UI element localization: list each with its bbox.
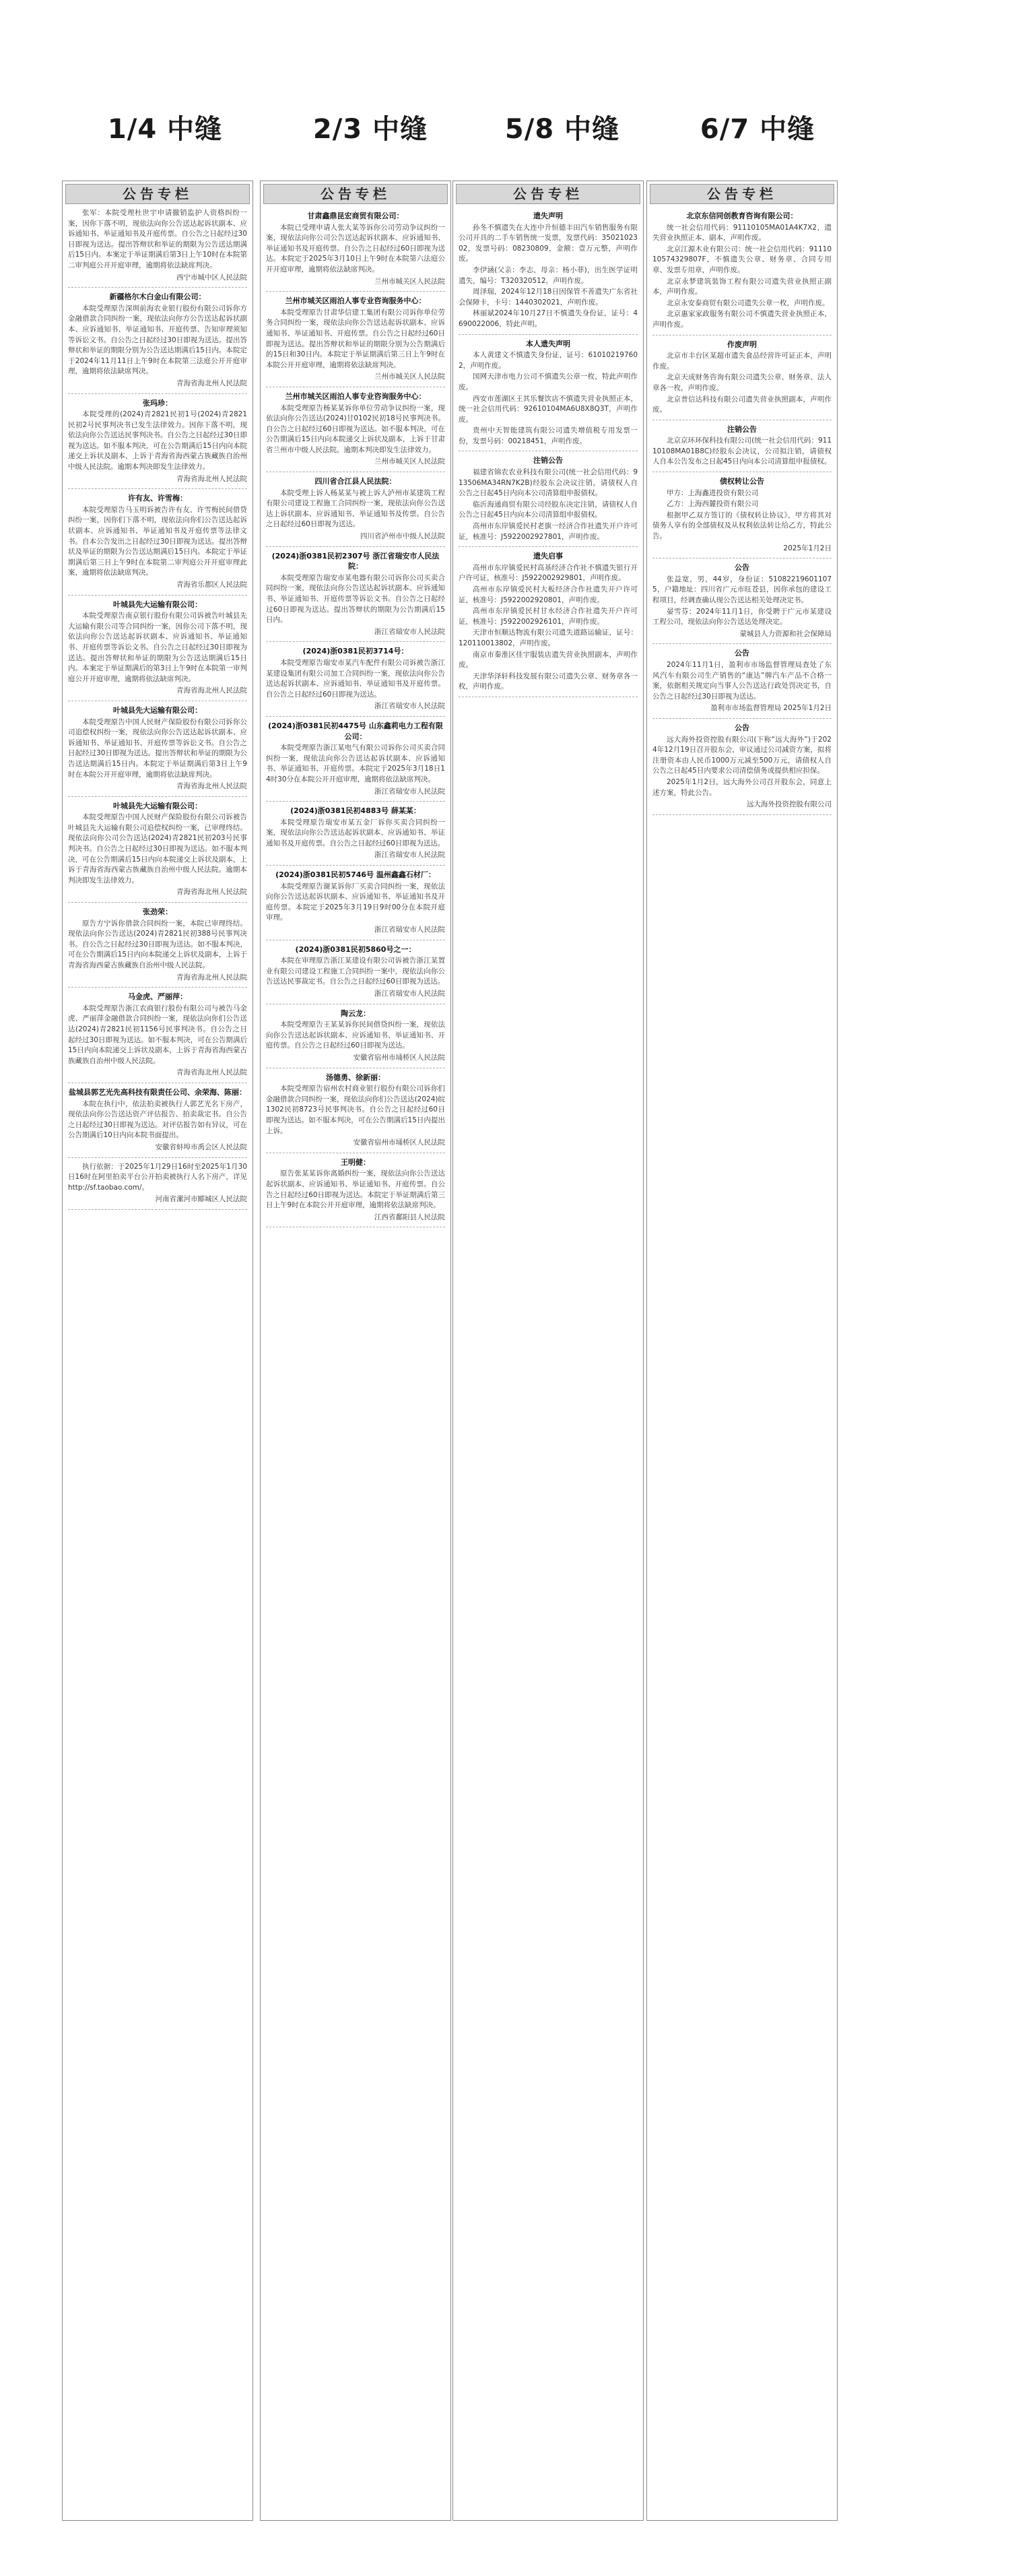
notice-paragraph: 北京市丰台区某超市遗失食品经营许可证正本，声明作废。	[652, 352, 832, 371]
notice-column-1	[62, 181, 253, 2521]
notice-signature: 江西省鄱阳县人民法院	[374, 1213, 445, 1221]
notice	[68, 208, 247, 283]
notice-paragraph: 本院受理的(2024)青2821民初1号(2024)青2821民初2号民事判决书已发生法律效力。因你下落不明，现依法向你公告送达民事判决书。自公告之日起经过30日即视为送达。如不服本判决，可在公告期满后15日内向本院递交上诉状及副本，上诉于青海省海西蒙古族藏族自治州中级人民法院。逾期本判决即发生法律效力。	[68, 410, 247, 472]
notice	[68, 398, 247, 485]
notice-paragraph: 南京市秦淮区佳宇服装店遗失营业执照副本，声明作废。	[459, 650, 638, 670]
notice-signature: 蒙城县人力资源和社会保障局	[739, 629, 832, 638]
notice-divider	[68, 488, 247, 489]
notice-paragraph: 本院受理原告瑞安市某汽车配件有限公司诉被告浙江某建设集团有限公司加工合同纠纷一案，现依法向你公告送达起诉状副本、应诉通知书、举证通知书及开庭传票。自公告之日起经过60日即视为送达。	[266, 658, 445, 699]
notice-paragraph: 高州市东岸镇爱民村高基经济合作社不慎遗失银行开户许可证，核准号：J5922002929801，声明作废。	[459, 563, 638, 583]
notice-signature: 浙江省瑞安市人民法院	[374, 787, 445, 796]
notice-signature: 青海省海北州人民法院	[176, 888, 247, 897]
notice	[266, 646, 445, 712]
notice-divider	[68, 987, 247, 988]
notice-title: 公告	[735, 563, 749, 573]
notice-divider	[68, 796, 247, 797]
notice-signature: 浙江省瑞安市人民法院	[374, 851, 445, 860]
notice-title: 注销公告	[533, 456, 563, 465]
notice-title: (2024)浙0381民初2307号 浙江省瑞安市人民法院：	[271, 551, 440, 571]
notice	[266, 551, 445, 638]
notice-paragraph: 2025年1月2日，远大海外公司召开股东会，同意上述方案，特此公告。	[652, 777, 832, 797]
notice	[266, 1072, 445, 1149]
notice-signature: 青海省乐都区人民法院	[176, 581, 247, 589]
notice-divider	[459, 334, 638, 335]
notice-signature: 浙江省瑞安市人民法院	[374, 627, 445, 636]
column-body	[647, 207, 837, 815]
notice-title: 注销公告	[727, 424, 757, 434]
notice-title: 张玛珍：	[143, 398, 172, 408]
notice-title: 兰州市城关区雨泊人事专业咨询服务中心：	[285, 391, 426, 401]
notice-paragraph: 甲方：上海鑫进投资有限公司	[667, 488, 759, 497]
notice-title: (2024)浙0381民初5746号 温州鑫鑫石材厂：	[275, 870, 436, 880]
notice	[266, 476, 445, 542]
notice-signature: 兰州市城关区人民法院	[374, 277, 445, 286]
notice-divider	[652, 643, 832, 644]
notice-signature: 浙江省瑞安市人民法院	[374, 702, 445, 711]
notice-signature: 安徽省宿州市埇桥区人民法院	[353, 1138, 445, 1147]
notice-divider	[459, 546, 638, 547]
notice-signature: 四川省泸州市中级人民法院	[360, 532, 445, 541]
notice-paragraph: 本院受理原告深圳前海农业银行股份有限公司诉你方金融借款合同纠纷一案，现依法向你方公告送达起诉状副本、应诉通知书、举证通知书、开庭传票、告知审理须知等诉讼文书。自公告之日起经过30日即视为送达。提出答辩状和举证的期限分别为公告送达期满后15日内。本院定于2024年11月11日上午9时在本院第三法庭公开开庭审理，逾期将依法缺席判决。	[68, 304, 247, 376]
notice-paragraph: 高州市东岸镇爱民村大板经济合作社遗失开户许可证，核准号：J5922002920801，声明作废。	[459, 585, 638, 604]
notice-signature: 青海省海北州人民法院	[176, 474, 247, 483]
notice	[652, 562, 832, 639]
notice-column-3	[452, 181, 644, 2521]
notice-paragraph: 林丽斌2024年10月27日不慎遗失身份证，证号：4690022006，特此声明。	[459, 309, 638, 328]
notice-paragraph: 张军：本院受理杜世宇申请撤销监护人资格纠纷一案，因你下落不明，现依法向你公告送达起诉状副本、应诉通知书、举证通知书及开庭传票。自公告之日起经过30日即视为送达。提出答辩状和举证的期限为公告送达期满后15日内。本案定于举证期满后第3日上午10时在本院第二审判庭公开开庭审理，逾期将依法缺席判决。	[68, 209, 247, 269]
notice	[266, 806, 445, 861]
notice-divider	[68, 1209, 247, 1210]
notice-signature: 兰州市城关区人民法院	[374, 373, 445, 381]
notice	[266, 1008, 445, 1064]
notice-paragraph: 2024年11月1日，盈利市市场监督管理局查处了东风汽车有限公司生产销售的“康达”牌汽车产品不合格一案，依据相关规定向当事人公告送达行政处罚决定书，自公告之日起经过30日即视为送达。	[652, 660, 832, 701]
notice	[652, 211, 832, 331]
notice-title: (2024)浙0381民初5860号之一：	[295, 944, 416, 954]
column-title-4: 6/7 中缝	[700, 114, 815, 145]
notice-divider	[266, 865, 445, 866]
notice-title: (2024)浙0381民初3714号：	[302, 647, 409, 656]
notice-divider	[266, 641, 445, 642]
column-header: 公告专栏	[65, 184, 250, 204]
notice-title: 陶云龙：	[341, 1008, 370, 1018]
notice-title: 公告	[735, 649, 749, 658]
notice	[68, 907, 247, 983]
notice-title: 马金虎、严丽萍：	[128, 992, 187, 1002]
notice-divider	[68, 393, 247, 394]
notice-paragraph: 晏雪芬：2024年11月1日，你受聘于广元市某建设工程公司，现依法向你公告送达处理决定。	[652, 607, 832, 626]
column-body	[453, 207, 643, 697]
notice-column-4	[646, 181, 838, 2521]
notice-signature: 河南省漯河市郾城区人民法院	[155, 1195, 247, 1204]
column-title-2: 2/3 中缝	[312, 114, 428, 145]
notice-signature: 浙江省瑞安市人民法院	[374, 990, 445, 998]
notice-paragraph: 原告方宁诉你借款合同纠纷一案，本院已审理终结。现依法向你公告送达(2024)青2821民初388号民事判决书。自公告之日起经过30日即视为送达。如不服本判决，可在公告期满后15日内向本院递交上诉状及副本，上诉于青海省海西蒙古族藏族自治州中级人民法院。	[68, 919, 247, 969]
notice	[459, 455, 638, 542]
notice	[68, 600, 247, 697]
notice-paragraph: 执行依据：于2025年1月29日16时至2025年1月30日16时在阿里拍卖平台公开拍卖被执行人名下房产，详见http://sf.taobao.com/。	[68, 1162, 247, 1192]
notice-signature: 青海省海北州人民法院	[176, 782, 247, 791]
notice-title: 公告	[735, 723, 749, 732]
notice-paragraph: 高州市东岸镇爱民村甘水经济合作社遗失开户许可证，核准号：J5922002926101，声明作废。	[459, 607, 638, 626]
notice-paragraph: 本院受理原告瑞安市某电器有限公司诉你公司买卖合同纠纷一案，现依法向你公告送达起诉状副本、应诉通知书、举证通知书、开庭传票等诉讼文书。自公告之日起经过60日即视为送达。提出答辩状的期限为公告期满后15日内。	[266, 573, 445, 624]
notice-title: 甘肃鑫鼎昆宏商贸有限公司：	[307, 212, 404, 220]
notice	[652, 648, 832, 714]
notice-paragraph: 本院受理原告甘肃华信建工集团有限公司诉你单位劳务合同纠纷一案，现依法向你公告送达起诉状副本、应诉通知书、举证通知书、开庭传票。自公告之日起经过60日即视为送达。提出答辩状和举证的期限分别为公告期满后的15日和30日内。本院定于举证期满后第三日上午9时在本院公开开庭审理，逾期将依法缺席判决。	[266, 308, 445, 369]
notice-paragraph: 李伊涵(父亲：李志，母亲：杨小菲)，出生医学证明遗失，编号：T320320512，声明作废。	[459, 265, 638, 285]
notice-paragraph: 本院受理原告浙江农商银行股份有限公司与被告马金虎、严丽萍金融借款合同纠纷一案，现依法向你们公告送达(2024)青2821民初1156号民事判决书。自公告之日起经过30日即视为送达。如不服本判决，可在公告期满后15日内向本院递交上诉状及副本，上诉于青海省海西蒙古族藏族自治州中级人民法院。	[68, 1004, 247, 1065]
notice-paragraph: 本院在审理原告浙江某建设有限公司诉被告浙江某置业有限公司建设工程施工合同纠纷一案中，现依法向你公告送达民事裁定书。自公告之日起经过60日即视为送达。	[266, 957, 445, 986]
notice-paragraph: 福建省锦农农业科技有限公司(统一社会信用代码：913506MA34RN7K2B)经股东会决议注销，请债权人自公告之日起45日内向本公司清算组申报债权。	[459, 468, 638, 498]
notice-title: 本人遗失声明	[526, 339, 570, 348]
notice-title: 叶城县先大运输有限公司：	[113, 705, 202, 715]
notice-signature: 青海省海北州人民法院	[176, 1068, 247, 1077]
notice-divider	[266, 291, 445, 292]
notice-signature: 远大海外投资控股有限公司	[747, 800, 832, 809]
notice-signature: 2025年1月2日	[783, 544, 832, 552]
notice-paragraph: 西安市莲湖区王其乐餐饮店不慎遗失营业执照正本，统一社会信用代码：92610104MA6U8X8Q3T，声明作废。	[459, 394, 638, 424]
notice-title: 盐城县郭艺光先高科技有限责任公司、余荣海、陈丽：	[69, 1087, 246, 1097]
notice	[652, 723, 832, 810]
notice-title: 叶城县先大运输有限公司：	[113, 600, 202, 609]
notice-divider	[68, 287, 247, 288]
notice-paragraph: 统一社会信用代码：91110105MA01A4K7X2，遗失营业执照正本、副本，声明作废。	[652, 223, 832, 243]
notice-signature: 盈利市市场监督管理局 2025年1月2日	[710, 704, 832, 713]
notice-paragraph: 临沂海通商贸有限公司经股东决定注销，请债权人自公告之日起45日内向本公司清算组申报债权。	[459, 500, 638, 519]
notice-title: 四川省合江县人民法院：	[314, 477, 397, 486]
notice-paragraph: 高州市东岸镇爱民村老旗一经济合作社遗失开户许可证，核准号：J5922002927801，声明作废。	[459, 522, 638, 541]
notice-paragraph: 本院受理原告马玉明诉被告许有友、许雪梅民间借贷纠纷一案，因你们下落不明，现依法向你们公告送达起诉状副本、应诉通知书、举证通知书及开庭传票等法律文书。自本公告发出之日起经过30日即视为送达。提出答辩状及举证的期限为公告送达期满后15日内。本院定于举证期满后第三日上午9时在本院第二审判庭公开开庭审理此案，逾期将依法缺席判决。	[68, 505, 247, 577]
notice	[68, 1162, 247, 1205]
notice	[68, 1087, 247, 1153]
notice	[68, 992, 247, 1078]
column-header: 公告专栏	[650, 184, 834, 204]
notice-paragraph: 本院受理原告王某某诉你民间借贷纠纷一案，现依法向你公告送达起诉状副本、应诉通知书、举证通知书、开庭传票。自公告之日起经过60日即视为送达。	[266, 1021, 445, 1050]
notice-title: 汤德勇、徐新丽：	[326, 1072, 385, 1082]
notice	[652, 340, 832, 416]
notice-signature: 安徽省蚌埠市禹会区人民法院	[155, 1142, 247, 1151]
notice-divider	[266, 716, 445, 717]
notice-title: 叶城县先大运输有限公司：	[113, 801, 202, 810]
notice-paragraph: 天津市恒顺达物流有限公司遗失道路运输证，证号：120110013802，声明作废。	[459, 629, 638, 647]
notice-column-2	[260, 181, 451, 2521]
notice-signature: 青海省海北州人民法院	[176, 686, 247, 695]
notice-title: 张劲荣：	[143, 907, 172, 917]
notice-paragraph: 本院受理原告宿州农村商业银行股份有限公司诉你们金融借款合同纠纷一案，现依法向你们公告送达(2024)皖1302民初8723号民事判决书。自公告之日起经过60日即视为送达。如不服本判决，可在公告期满后15日内提出上诉。	[266, 1085, 445, 1135]
notice	[459, 211, 638, 330]
notice-paragraph: 本院受理原告杨某某诉你单位劳动争议纠纷一案，现依法向你公告送达(2024)甘0102民初18号民事判决书。自公告之日起经过60日即视为送达。如不服本判决，可在公告期满后15日内向本院递交上诉状及副本，上诉于甘肃省兰州市中级人民法院。逾期本判决即发生法律效力。	[266, 404, 445, 454]
column-body	[63, 207, 252, 1210]
notice	[266, 721, 445, 797]
notice-title: (2024)浙0381民初4883号 薛某某：	[290, 806, 421, 816]
notice	[266, 211, 445, 287]
notice-divider	[68, 902, 247, 903]
notice	[266, 296, 445, 383]
notice-paragraph: 本院受理上诉人杨某某与被上诉人泸州市某建筑工程有限公司建设工程施工合同纠纷一案，现依法向你公告送达上诉状副本、应诉通知书、举证通知书及传票。自公告之日起经过60日即视为送达。	[266, 488, 445, 529]
notice-paragraph: 远大海外投资控股有限公司(下称“远大海外”)于2024年12月19日召开股东会，审议通过公司减资方案，拟将注册资本由人民币1000万元减至500万元，请债权人自公告之日起45日内要求公司清偿债务或提供相应担保。	[652, 735, 832, 775]
notice-paragraph: 北京永安泰商贸有限公司遗失公章一枚，声明作废。	[667, 298, 830, 307]
notice-paragraph: 根据甲乙双方签订的《债权转让协议》，甲方将其对债务人享有的全部债权及从权利依法转让给乙方，特此公告。	[652, 511, 832, 541]
notice-paragraph: 周泽瑞，2024年12月18日因保管不善遗失广东省社会保障卡，卡号：1440302021，声明作废。	[459, 288, 638, 307]
notice-paragraph: 本院受理原告中国人民财产保险股份有限公司诉被告叶城县先大运输有限公司追偿权纠纷一案，已审理终结。现依法向你公司公告送达(2024)青2821民初203号民事判决书。自公告之日起经过30日即视为送达。如不服本判决，可在公告期满后15日内向本院递交上诉状及副本，上诉于青海省海西蒙古族藏族自治州中级人民法院。逾期本判决即发生法律效力。	[68, 813, 247, 884]
notice-divider	[266, 546, 445, 547]
notice-divider	[652, 814, 832, 815]
column-header: 公告专栏	[263, 184, 448, 204]
notice-paragraph: 本院已受理申请人张大某等诉你公司劳动争议纠纷一案，现依法向你公司公告送达起诉状副本、应诉通知书、举证通知书及开庭传票。自公告之日起经过60日即视为送达。本院定于2025年3月10日上午9时在本院第六法庭公开开庭审理，逾期将依法缺席判决。	[266, 223, 445, 273]
notice	[459, 339, 638, 447]
notice-divider	[652, 718, 832, 719]
notice-paragraph: 本院受理原告瑞安市某五金厂诉你买卖合同纠纷一案，现依法向你公告送达起诉状副本、应诉通知书、举证通知书及开庭传票。自公告之日起经过60日即视为送达。	[266, 818, 445, 847]
notice-paragraph: 北京江源木业有限公司：统一社会信用代码：9111010574329807F，不慎遗失公章、财务章、合同专用章、发票专用章，声明作废。	[652, 245, 832, 274]
notice-divider	[266, 801, 445, 802]
notice	[68, 493, 247, 590]
column-title-1: 1/4 中缝	[107, 114, 223, 145]
notice-paragraph: 北京京环环保科技有限公司(统一社会信用代码：91110108MA01B8C)经股东会决议，公司拟注销，请债权人自本公告发布之日起45日内向本公司清算组申报债权。	[652, 437, 832, 466]
notice-paragraph: 本院受理原告谢某诉你厂买卖合同纠纷一案，现依法向你公告送达起诉状副本、应诉通知书、举证通知书及开庭传票。本院定于2025年3月19日9时00分在本院开庭审理。	[266, 882, 445, 922]
notice-paragraph: 北京惠家家政服务有限公司不慎遗失营业执照正本，声明作废。	[652, 310, 832, 329]
notice	[68, 705, 247, 792]
column-header: 公告专栏	[456, 184, 640, 204]
notice	[652, 424, 832, 468]
notice-paragraph: 孙冬不慎遗失在大连中升恒德丰田汽车销售服务有限公司开具的二手车销售统一发票，发票代码：3502102302，发票号码：08230809，金额：壹万元整，声明作废。	[459, 223, 638, 263]
notice-title: 债权转让公告	[720, 477, 764, 486]
notice-divider	[68, 1157, 247, 1158]
notice-paragraph: 天津华泽轩科技发展有限公司遗失公章、财务章各一枚，声明作废。	[459, 672, 638, 691]
notice-paragraph: 国网天津市电力公司不慎遗失公章一枚，特此声明作废。	[459, 373, 638, 391]
notice-title: 遗失声明	[533, 212, 563, 220]
notice	[266, 944, 445, 1000]
notice	[266, 1157, 445, 1223]
notice-title: 北京东信同创教育咨询有限公司：	[686, 212, 798, 220]
notice-paragraph: 乙方：上海西麓投资有限公司	[667, 500, 759, 509]
notice-title: 兰州市城关区雨泊人事专业咨询服务中心：	[285, 296, 426, 306]
notice-signature: 浙江省瑞安市人民法院	[374, 926, 445, 934]
notice-paragraph: 本院受理原告中国人民财产保险股份有限公司诉你公司追偿权纠纷一案，现依法向你公告送达起诉状副本、应诉通知书、举证通知书、开庭传票等诉讼文书。自公告之日起经过30日即视为送达。提出答辩状和举证的期限为公告送达期满后15日内。本院定于举证期满后第3日上午9时在本院公开开庭审理，逾期将依法缺席判决。	[68, 717, 247, 779]
notice-paragraph: 张益宽，男，44岁，身份证：510822196011075，户籍地址：四川省广元市旺苍县，因你承包的建设工程项目，经调查确认现公告送达相关处理决定书。	[652, 575, 832, 604]
notice	[266, 870, 445, 936]
notice	[459, 551, 638, 693]
notice-signature: 青海省海北州人民法院	[176, 379, 247, 387]
notice-title: 许有友、许雪梅：	[128, 494, 187, 503]
column-body	[261, 207, 450, 1227]
notice-paragraph: 本院在执行中，依法拍卖被执行人郭艺光名下房产，现依法向你公告送达资产评估报告、拍卖裁定书。自公告之日起经过30日即视为送达。对评估报告如有异议，可在公告期满后10日内向本院书面提出。	[68, 1099, 247, 1140]
column-title-3: 5/8 中缝	[504, 114, 620, 145]
notice-title: 新疆格尔木白金山有限公司：	[109, 292, 206, 302]
notice-paragraph: 北京普信达科技有限公司遗失营业执照副本，声明作废。	[652, 395, 832, 414]
notice-title: 作废声明	[727, 340, 757, 349]
notice-paragraph: 北京天成财务咨询有限公司遗失公章、财务章、法人章各一枚，声明作废。	[652, 373, 832, 392]
notice	[68, 292, 247, 389]
notice	[266, 391, 445, 468]
notice-title: (2024)浙0381民初4475号 山东鑫莉电力工程有限公司：	[268, 721, 443, 741]
notice-paragraph: 本院受理原告浙江某电气有限公司诉你公司买卖合同纠纷一案，现依法向你公告送达起诉状副本、应诉通知书、举证通知书、开庭传票。本院定于2025年3月18日14时30分在本院公开开庭审理，逾期将依法缺席判决。	[266, 744, 445, 783]
notice-paragraph: 本人黄建文不慎遗失身份证，证号：610102197602，声明作废。	[459, 351, 638, 370]
notice-paragraph: 本院受理原告南京银行股份有限公司诉被告叶城县先大运输有限公司等合同纠纷一案，因你公司下落不明，现依法向你公告送达起诉状副本、应诉通知书、举证通知书、开庭传票等诉讼文书。自公告之日起经过30日即视为送达。提出答辩状和举证的期限为公告送达期满后15日内。本案定于举证期满后的第3日上午9时在本院第一审判庭公开开庭审理，逾期将依法缺席判决。	[68, 612, 247, 683]
notice-signature: 兰州市城关区人民法院	[374, 457, 445, 466]
notice-title: 王明健：	[341, 1157, 370, 1167]
notice-signature: 安徽省宿州市埇桥区人民法院	[353, 1053, 445, 1062]
notice-signature: 青海省海北州人民法院	[176, 973, 247, 981]
notice	[68, 801, 247, 898]
notice-paragraph: 北京永梦建筑装饰工程有限公司遗失营业执照正副本，声明作废。	[652, 277, 832, 296]
notice-paragraph: 原告张某某诉你离婚纠纷一案，现依法向你公告送达起诉状副本、应诉通知书、举证通知书、开庭传票。自公告之日起经过60日即视为送达。本院定于举证期满后第三日上午9时在本院公开开庭审理，逾期将依法缺席判决。	[266, 1169, 445, 1210]
notice	[652, 476, 832, 554]
notice-title: 遗失启事	[533, 552, 563, 561]
notice-paragraph: 贵州中天智能建筑有限公司遗失增值税专用发票一份，发票号码：00218451，声明作废。	[459, 426, 638, 445]
notice-signature: 西宁市城中区人民法院	[176, 273, 247, 282]
